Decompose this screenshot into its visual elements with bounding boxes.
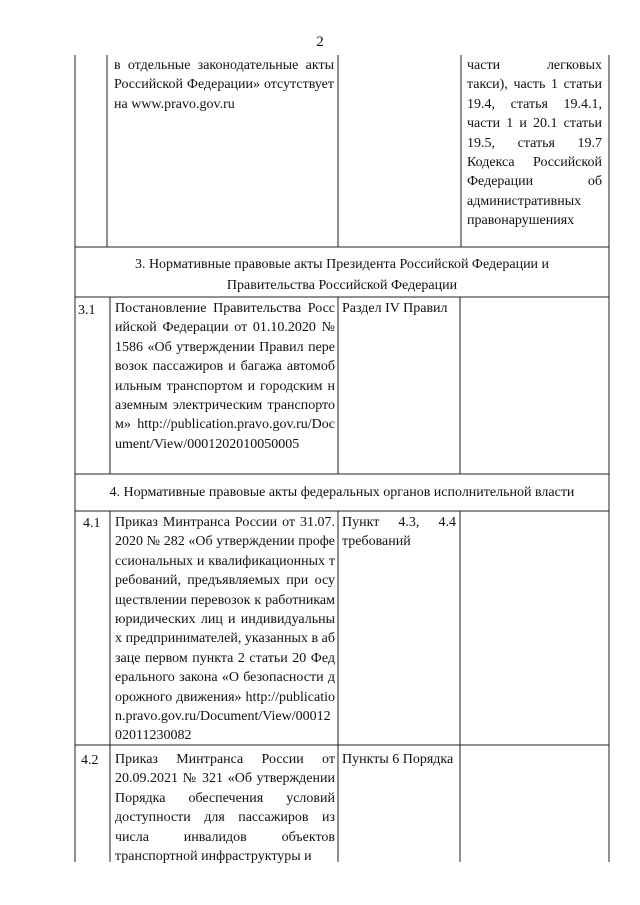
section-4-heading: 4. Нормативные правовые акты федеральных органов исполнительной власти <box>109 485 575 500</box>
act-description: Приказ Минтранса России от 20.09.2021 № 321 «Об утверждении Порядка обеспечения условий доступности для пассажиров из числа инвалидов объектов транспортной инфраструктуры и <box>115 752 335 865</box>
row-number: 3.1 <box>78 303 96 318</box>
continued-act-text: в отдельные законодательные акты Российской Федерации» отсутствует на www.pravo.gov.ru <box>114 58 334 112</box>
row-number: 4.1 <box>83 516 101 531</box>
act-description: Постановление Правительства Российской Федерации от 01.10.2020 № 1586 «Об утверждении Правил перевозок пассажиров и багажа автомобильным транспортом и городским наземным электрическим транспортом» http://publication.pravo.gov.ru/Document/View/0001202010050005 <box>115 301 335 452</box>
act-part: Пункт 4.3, 4.4 требований <box>342 515 456 550</box>
continued-liability-text: части легковых такси), часть 1 статьи 19.4, статья 19.4.1, части 1 и 20.1 статьи 19.5, статья 19.7 Кодекса Российской Федерации об административных правонарушениях <box>467 58 602 229</box>
row-number: 4.2 <box>81 753 99 768</box>
section-3-heading: 3. Нормативные правовые акты Президента Российской Федерации и Правительства Российской Федерации <box>134 257 550 293</box>
act-description: Приказ Минтранса России от 31.07.2020 № 282 «Об утверждении профессиональных и квалификационных требований, предъявляемых при осуществлении перевозок к работникам юридических лиц и индивидуальных предпринимателей, указанных в абзаце первом пункта 2 статьи 20 Федерального закона «О безопасности дорожного движения» http://publication.pravo.gov.ru/Document/View/0001202011230082 <box>115 515 335 744</box>
act-part: Пункты 6 Порядка <box>342 752 454 767</box>
page-number: 2 <box>316 34 324 50</box>
act-part: Раздел IV Правил <box>342 301 448 316</box>
